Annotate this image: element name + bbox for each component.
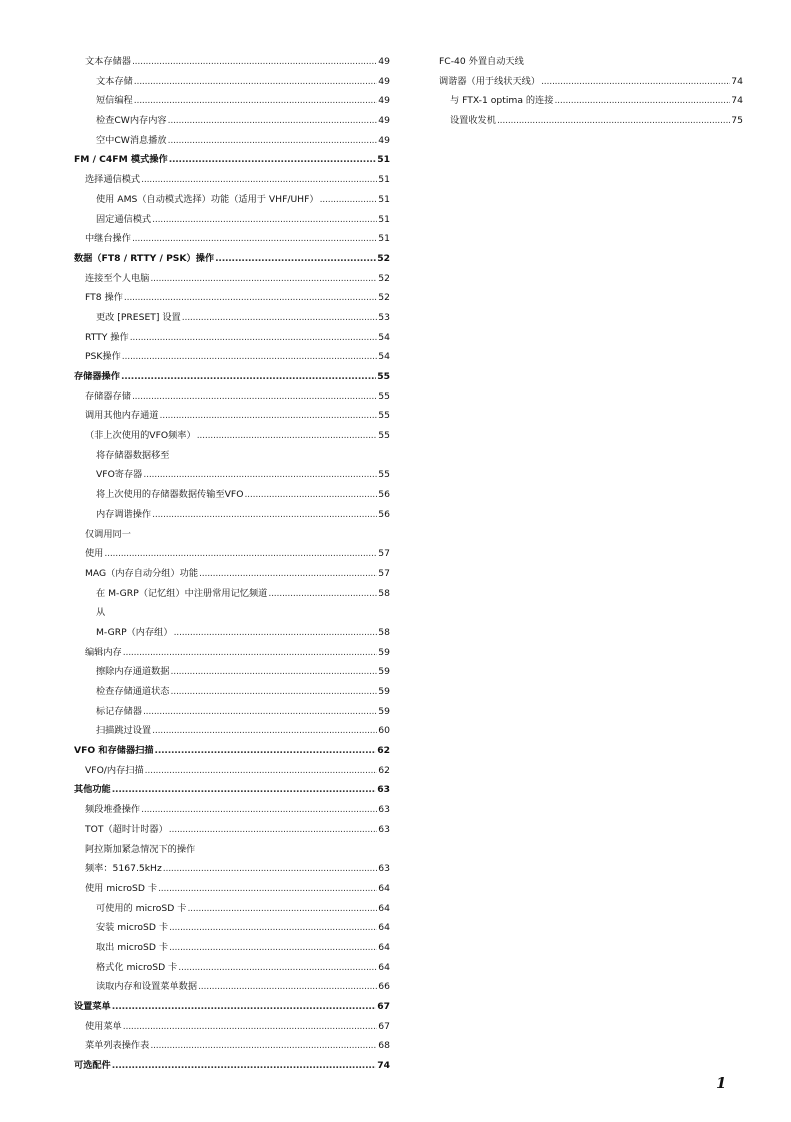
toc-entry-title: 使用 xyxy=(85,548,104,560)
dot-leader xyxy=(199,564,377,584)
toc-entry-title: 调用其他内存通道 xyxy=(85,410,159,422)
toc-entry-page: 67 xyxy=(377,1001,390,1012)
toc-entry[interactable] xyxy=(74,544,390,564)
dot-leader xyxy=(123,1017,378,1037)
toc-entry-title: TOT（超时计时器） xyxy=(85,823,168,835)
dot-leader xyxy=(497,111,730,131)
dot-leader xyxy=(132,229,377,249)
toc-entry[interactable] xyxy=(439,111,743,131)
dot-leader xyxy=(169,820,378,840)
dot-leader xyxy=(123,643,378,663)
dot-leader xyxy=(171,682,378,702)
dot-leader xyxy=(215,249,376,269)
dot-leader xyxy=(122,347,378,367)
toc-entry-page: 63 xyxy=(378,863,390,875)
toc-entry-title: 存储器存储 xyxy=(85,390,131,402)
toc-entry-title: VFO寄存器 xyxy=(96,469,143,481)
toc-entry-title: 调谐器（用于线状天线） xyxy=(439,75,541,87)
dot-leader xyxy=(112,1056,376,1076)
dot-leader xyxy=(163,859,378,879)
dot-leader xyxy=(150,269,377,289)
toc-entry[interactable] xyxy=(74,997,390,1017)
toc-entry-page: 52 xyxy=(378,272,390,284)
toc-entry[interactable] xyxy=(74,643,390,663)
toc-entry[interactable] xyxy=(74,210,390,230)
toc-entry[interactable] xyxy=(74,485,390,505)
toc-entry[interactable] xyxy=(74,505,390,525)
toc-entry-page: 57 xyxy=(378,548,390,560)
dot-leader xyxy=(145,761,378,781)
toc-entry[interactable] xyxy=(74,52,390,72)
toc-entry[interactable] xyxy=(74,918,390,938)
toc-entry-page: 49 xyxy=(378,95,390,107)
toc-entry-page: 67 xyxy=(378,1020,390,1032)
toc-entry[interactable] xyxy=(74,820,390,840)
toc-entry-title: 数据（FT8 / RTTY / PSK）操作 xyxy=(74,252,215,264)
toc-entry[interactable] xyxy=(74,328,390,348)
dot-leader xyxy=(268,584,377,604)
toc-entry-page: 53 xyxy=(378,311,390,323)
toc-entry[interactable] xyxy=(74,308,390,328)
toc-entry-title: 擦除内存通道数据 xyxy=(96,666,170,678)
toc-entry[interactable] xyxy=(74,977,390,997)
dot-leader xyxy=(134,91,378,111)
toc-entry-title: 检查存储通道状态 xyxy=(96,686,170,697)
toc-entry[interactable] xyxy=(74,347,390,367)
toc-entry[interactable] xyxy=(74,387,390,407)
toc-entry[interactable] xyxy=(74,702,390,722)
toc-entry-title: 内存调谐操作 xyxy=(96,508,152,520)
toc-entry-title: 固定通信模式 xyxy=(96,213,152,225)
dot-leader xyxy=(130,328,378,348)
toc-entry[interactable] xyxy=(74,288,390,308)
toc-entry-page: 55 xyxy=(378,430,390,442)
toc-entry[interactable] xyxy=(74,662,390,682)
toc-entry-title: 可使用的 microSD 卡 xyxy=(96,902,187,914)
toc-entry[interactable] xyxy=(74,682,390,702)
toc-entry[interactable] xyxy=(74,525,390,545)
toc-left-column xyxy=(74,52,390,1076)
toc-entry-title: 短信编程 xyxy=(96,95,133,107)
dot-leader xyxy=(152,505,377,525)
toc-entry[interactable] xyxy=(74,800,390,820)
toc-entry-page: 56 xyxy=(378,508,390,520)
toc-entry[interactable] xyxy=(74,367,390,387)
toc-entry-title: 在 M-GRP（记忆组）中注册常用记忆频道 xyxy=(96,587,268,599)
toc-entry-page: 60 xyxy=(378,725,390,737)
toc-entry-title: 频率：5167.5kHz xyxy=(85,863,162,875)
toc-entry-page: 68 xyxy=(378,1040,390,1052)
toc-entry[interactable] xyxy=(74,72,390,92)
toc-entry-title: 存储器操作 xyxy=(74,371,120,382)
toc-entry-title: VFO/内存扫描 xyxy=(85,764,144,776)
dot-leader xyxy=(168,111,378,131)
dot-leader xyxy=(112,780,376,800)
toc-entry[interactable] xyxy=(74,938,390,958)
dot-leader xyxy=(169,938,377,958)
toc-entry-title: 取出 microSD 卡 xyxy=(96,941,169,953)
dot-leader xyxy=(124,288,377,308)
toc-entry-title: 使用菜单 xyxy=(85,1020,122,1032)
toc-entry-page: 59 xyxy=(378,705,390,717)
toc-entry-title: 菜单列表操作表 xyxy=(85,1040,150,1052)
toc-entry-title: M-GRP（内存组） xyxy=(96,626,173,638)
toc-entry-page: 54 xyxy=(378,331,390,343)
toc-entry[interactable] xyxy=(74,1036,390,1056)
toc-entry-title: 设置菜单 xyxy=(74,1001,111,1012)
toc-entry-title: 仅调用同一 xyxy=(85,528,131,540)
toc-entry[interactable] xyxy=(74,406,390,426)
toc-entry[interactable] xyxy=(74,170,390,190)
toc-entry[interactable] xyxy=(74,780,390,800)
toc-entry-page: 54 xyxy=(378,351,390,363)
toc-entry-title: FC-40 外置自动天线 xyxy=(439,56,524,67)
toc-entry-page: 51 xyxy=(378,174,390,186)
dot-leader xyxy=(541,72,730,92)
toc-entry[interactable] xyxy=(74,584,390,604)
toc-entry-page: 63 xyxy=(378,823,390,835)
toc-entry-page: 64 xyxy=(378,922,390,934)
toc-entry[interactable] xyxy=(74,564,390,584)
toc-entry[interactable] xyxy=(74,446,390,466)
toc-entry-page: 55 xyxy=(378,390,390,402)
toc-entry-page: 64 xyxy=(378,961,390,973)
toc-entry-title: 将上次使用的存储器数据传输至VFO xyxy=(96,489,244,501)
toc-entry-page: 59 xyxy=(378,686,390,697)
toc-entry-page: 74 xyxy=(731,95,743,107)
toc-entry-title: FM / C4FM 模式操作 xyxy=(74,154,168,166)
toc-entry[interactable] xyxy=(74,190,390,210)
toc-entry-title: 扫描跳过设置 xyxy=(96,725,152,737)
toc-entry-page: 59 xyxy=(378,646,390,658)
toc-entry-title: 文本存储 xyxy=(96,75,133,87)
toc-entry-page: 66 xyxy=(378,981,390,993)
dot-leader xyxy=(132,387,377,407)
toc-entry[interactable] xyxy=(74,131,390,151)
toc-entry-page: 74 xyxy=(731,75,743,87)
toc-entry-title: 使用 AMS（自动模式选择）功能（适用于 VHF/UHF） xyxy=(96,193,319,205)
toc-entry-title: 文本存储器 xyxy=(85,56,131,67)
dot-leader xyxy=(244,485,377,505)
toc-entry[interactable] xyxy=(74,603,390,623)
toc-entry-page: 55 xyxy=(378,410,390,422)
toc-entry-title: （非上次使用的VFO频率） xyxy=(85,430,196,442)
dot-leader xyxy=(160,406,378,426)
toc-entry[interactable] xyxy=(74,761,390,781)
toc-entry[interactable] xyxy=(74,249,390,269)
dot-leader xyxy=(187,899,377,919)
toc-entry-page: 56 xyxy=(378,489,390,501)
dot-leader xyxy=(174,623,378,643)
toc-entry-title: 中继台操作 xyxy=(85,233,131,245)
toc-entry-title: VFO 和存储器扫描 xyxy=(74,745,154,757)
toc-entry[interactable] xyxy=(74,741,390,761)
toc-entry-title: 更改 [PRESET] 设置 xyxy=(96,311,181,323)
dot-leader xyxy=(197,426,378,446)
dot-leader xyxy=(141,800,377,820)
toc-entry-page: 55 xyxy=(378,469,390,481)
toc-entry-page: 63 xyxy=(377,784,390,796)
toc-entry-page: 52 xyxy=(378,292,390,304)
toc-entry[interactable] xyxy=(439,91,743,111)
toc-entry[interactable] xyxy=(74,840,390,860)
page-number: 1 xyxy=(716,1074,727,1092)
dot-leader xyxy=(198,977,377,997)
toc-right-column xyxy=(439,52,743,131)
toc-entry[interactable] xyxy=(74,623,390,643)
toc-entry-page: 58 xyxy=(378,587,390,599)
toc-entry-page: 51 xyxy=(377,154,390,166)
dot-leader xyxy=(178,958,377,978)
toc-entry-title: FT8 操作 xyxy=(85,292,123,304)
toc-entry[interactable] xyxy=(74,879,390,899)
toc-entry-page: 51 xyxy=(378,193,390,205)
toc-entry-title: 与 FTX-1 optima 的连接 xyxy=(450,95,554,107)
toc-entry-page: 51 xyxy=(378,233,390,245)
toc-entry-page: 52 xyxy=(377,252,390,264)
dot-leader xyxy=(112,997,376,1017)
dot-leader xyxy=(169,918,377,938)
toc-entry[interactable] xyxy=(74,229,390,249)
toc-entry-title: RTTY 操作 xyxy=(85,331,129,343)
dot-leader xyxy=(143,465,377,485)
toc-entry-title: 安装 microSD 卡 xyxy=(96,922,169,934)
dot-leader xyxy=(132,52,377,72)
dot-leader xyxy=(182,308,378,328)
toc-entry[interactable] xyxy=(74,269,390,289)
dot-leader xyxy=(152,210,377,230)
toc-entry[interactable] xyxy=(74,859,390,879)
toc-entry-page: 62 xyxy=(378,764,390,776)
toc-entry-title: 连接至个人电脑 xyxy=(85,272,150,284)
dot-leader xyxy=(554,91,730,111)
toc-entry-title: 设置收发机 xyxy=(450,115,496,127)
toc-entry[interactable] xyxy=(74,958,390,978)
toc-entry[interactable] xyxy=(74,91,390,111)
toc-entry-page: 49 xyxy=(378,115,390,127)
dot-leader xyxy=(143,702,377,722)
toc-entry-title: 选择通信模式 xyxy=(85,174,141,186)
toc-entry-page: 59 xyxy=(378,666,390,678)
toc-entry[interactable] xyxy=(439,52,743,72)
toc-entry-title: 检查CW内存内容 xyxy=(96,115,167,127)
toc-entry-title: 可选配件 xyxy=(74,1060,111,1072)
toc-entry[interactable] xyxy=(74,899,390,919)
toc-entry[interactable] xyxy=(74,465,390,485)
toc-entry-page: 63 xyxy=(378,804,390,816)
toc-entry-page: 49 xyxy=(378,75,390,87)
toc-entry-title: 空中CW消息播放 xyxy=(96,134,167,146)
toc-entry-title: 使用 microSD 卡 xyxy=(85,882,158,894)
toc-entry-title: 其他功能 xyxy=(74,784,111,796)
toc-entry[interactable] xyxy=(74,150,390,170)
toc-entry-title: MAG（内存自动分组）功能 xyxy=(85,567,199,579)
dot-leader xyxy=(134,72,378,92)
toc-entry-title: 阿拉斯加紧急情况下的操作 xyxy=(85,843,196,855)
toc-entry-page: 57 xyxy=(378,567,390,579)
toc-entry[interactable] xyxy=(439,72,743,92)
toc-entry-title: 编辑内存 xyxy=(85,646,122,658)
toc-entry[interactable] xyxy=(74,111,390,131)
toc-entry-title: 读取内存和设置菜单数据 xyxy=(96,981,198,993)
toc-entry-title: PSK操作 xyxy=(85,351,121,363)
toc-entry-page: 49 xyxy=(378,56,390,67)
toc-entry-page: 58 xyxy=(378,626,390,638)
toc-entry-title: 频段堆叠操作 xyxy=(85,804,141,816)
toc-entry-page: 74 xyxy=(377,1060,390,1072)
dot-leader xyxy=(104,544,377,564)
dot-leader xyxy=(150,1036,377,1056)
toc-entry-title: 标记存储器 xyxy=(96,705,142,717)
dot-leader xyxy=(168,131,378,151)
toc-entry-page: 64 xyxy=(378,882,390,894)
toc-entry-page: 64 xyxy=(378,902,390,914)
toc-entry-title: 格式化 microSD 卡 xyxy=(96,961,178,973)
dot-leader xyxy=(152,721,377,741)
toc-entry-page: 64 xyxy=(378,941,390,953)
toc-entry-page: 62 xyxy=(377,745,390,757)
dot-leader xyxy=(158,879,377,899)
toc-entry[interactable] xyxy=(74,721,390,741)
dot-leader xyxy=(320,190,378,210)
dot-leader xyxy=(141,170,377,190)
dot-leader xyxy=(171,662,378,682)
dot-leader xyxy=(169,150,377,170)
toc-entry-page: 55 xyxy=(377,371,390,382)
toc-entry-page: 49 xyxy=(378,134,390,146)
toc-entry[interactable] xyxy=(74,426,390,446)
toc-entry-page: 51 xyxy=(378,213,390,225)
toc-entry[interactable] xyxy=(74,1056,390,1076)
toc-entry-page: 75 xyxy=(731,115,743,127)
dot-leader xyxy=(121,367,376,387)
toc-entry[interactable] xyxy=(74,1017,390,1037)
dot-leader xyxy=(155,741,377,761)
toc-entry-title: 从 xyxy=(96,607,106,619)
toc-entry-title: 将存储器数据移至 xyxy=(96,449,170,461)
